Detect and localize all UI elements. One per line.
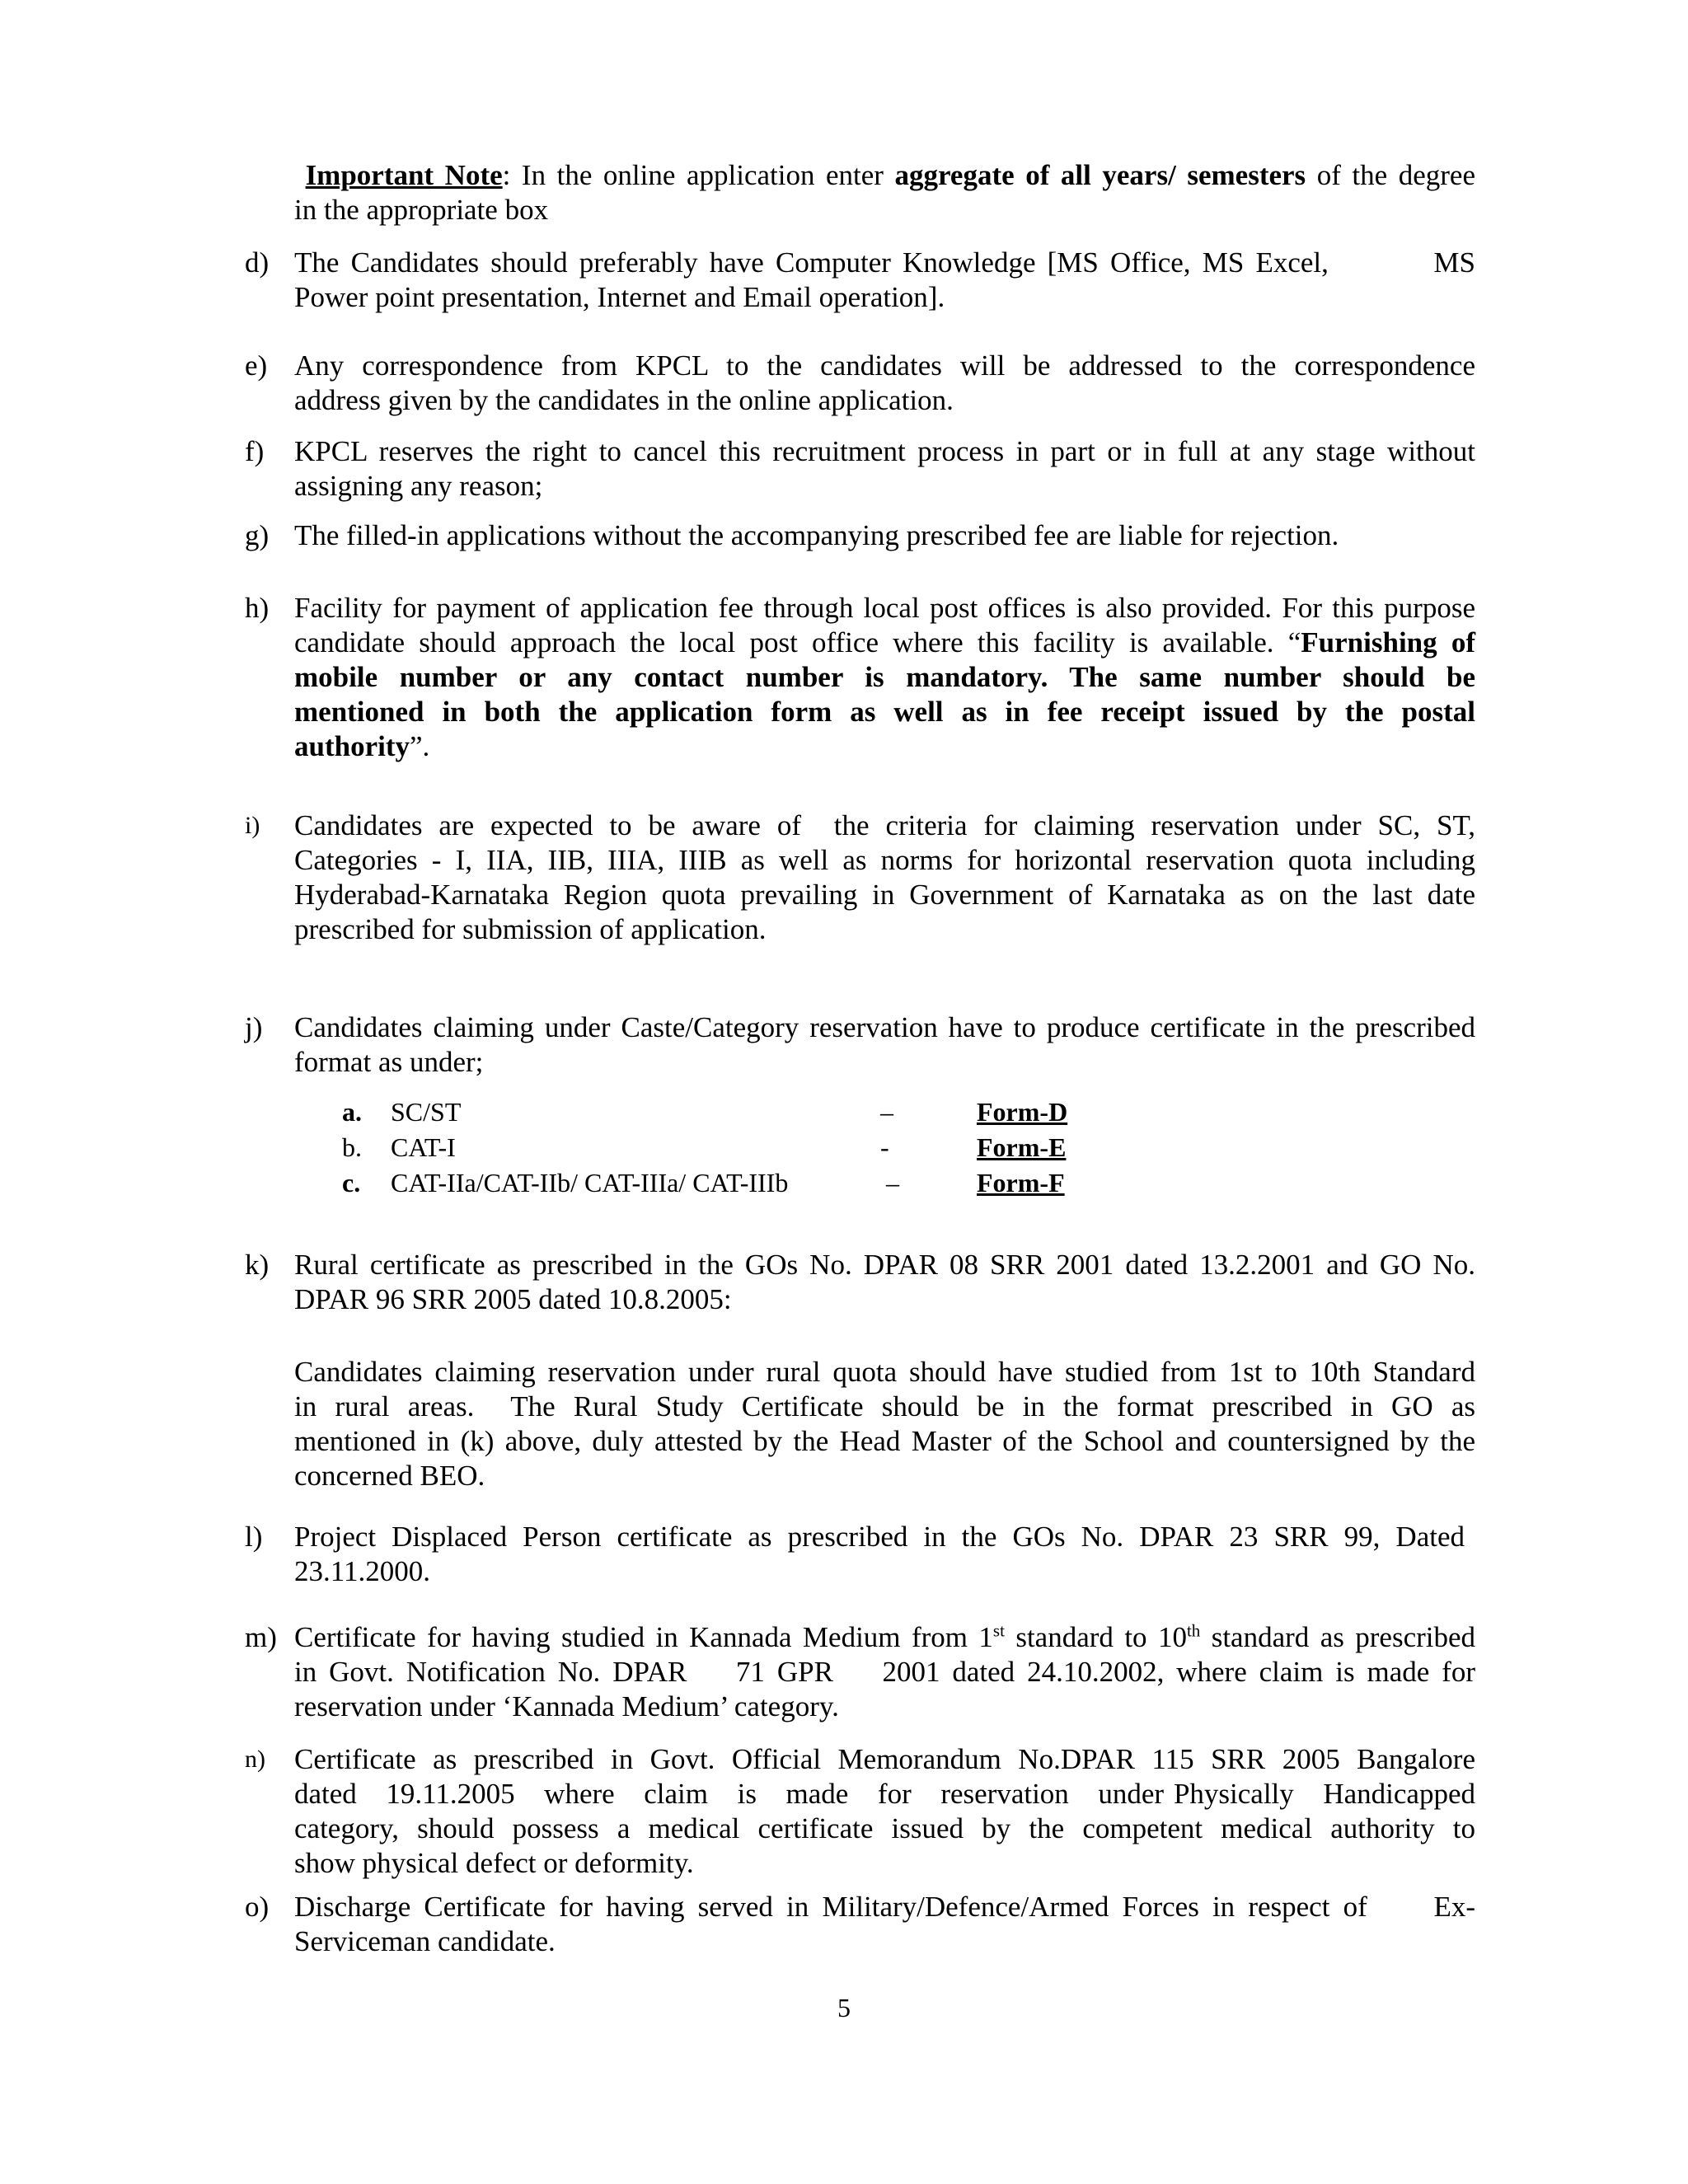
item-i-text: Candidates are expected to be aware of the criteria for claiming reservation under SC, ST, Categories - I, IIA, IIB, IIIA, IIIB as well as norms for horizontal reservation quota including Hyderabad-Karnataka Region quota prevailing in Government of Karnataka as on the last date prescribed for submission of application.	[294, 809, 1475, 945]
item-k-text: Rural certificate as prescribed in the GOs No. DPAR 08 SRR 2001 dated 13.2.2001 and GO No. DPAR 96 SRR 2005 dated 10.8.2005:	[294, 1249, 1475, 1315]
important-note-label: Important Note	[305, 159, 503, 191]
item-g-text: The filled-in applications without the accompanying prescribed fee are liable for rejection.	[294, 519, 1339, 551]
item-k-paragraph: Candidates claiming reservation under rural quota should have studied from 1st to 10th Standard in rural areas. The Rural Study Certificate should be in the format prescribed in GO as mentioned in (k) above, duly attested by the Head Master of the School and countersigned by the concerned BEO.	[294, 1356, 1475, 1492]
item-o-label: o)	[245, 1891, 270, 1923]
document-page: Important Note: In the online application enter aggregate of all years/ semesters of the degree in the appropriate box d) The Candidates should preferably have Computer Knowledge [MS Office, MS Excel, MS Power point presentation, Internet and Email operation]. e) Any correspondence from KPCL to the candidates will be addressed to the correspondence address given by the candidates in the online application. f) KPCL reserves the right to cancel this recruitment process in part or in full at any stage without assigning any reason; g) The filled-in applications without the accompanying prescribed fee are liable for rejection. h) Facility for payment of application fee through local post offices is also provided. For this purpose candidate should approach the local post office where this facility is available. “Furnishing of mobile number or any contact number is mandatory. The same number should be mentioned in both the application form as well as in fee receipt issued by the postal authority”. i) Candidates are expected to be aware of the criteria for claiming reservation under SC, ST, Categories - I, IIA, IIB, IIIA, IIIB as well as norms for horizontal reservation quota including Hyderabad-Karnataka Region quota prevailing in Government of Karnataka as on the last date prescribed for submission of application. j) Candidates claiming under Caste/Category reservation have to produce certificate in the prescribed format as under; a. SC/ST – Form-D b. CAT-I - Form-E c. CAT-IIa/CAT-IIb/ CAT-IIIa/ CAT-IIIb – Form-F k) Rural certificate as prescribed in the GOs No. DPAR 08 SRR 2001 dated 13.2.2001 and GO No. DPAR 96 SRR 2005 dated 10.8.2005: Candidates claiming reservation under rural quota should have studied from 1st to 10th Standard in rural areas. The Rural Study Certificate should be in the format prescribed in GO as mentioned in (k) above, duly attested by the Head Master of the School and countersigned by the concerned BEO. l) Project Displaced Person certificate as prescribed in the GOs No. DPAR 23 SRR 99, Dated 23.11.2000. m) Certificate for having studied in Kannada Medium from 1st standard to 10th standard as prescribed in Govt. Notification No. DPAR 71 GPR 2001 dated 24.10.2002, where claim is made for reservation under ‘Kannada Medium’ category. n) Certificate as prescribed in Govt. Official Memorandum No.DPAR 115 SRR 2005 Bangalore dated 19.11.2005 where claim is made for reservation under Physically Handicapped category, should possess a medical certificate issued by the competent medical authority to show physical defect or deformity. o) Discharge Certificate for having served in Military/Defence/Armed Forces in respect of Ex- Serviceman candidate. 5	[245, 159, 1476, 2022]
item-o-text: Discharge Certificate for having served in Military/Defence/Armed Forces in respect of Ex- Serviceman candidate.	[294, 1891, 1475, 1957]
item-n-text: Certificate as prescribed in Govt. Official Memorandum No.DPAR 115 SRR 2005 Bangalore dated 19.11.2005 where claim is made for reservation under Physically Handicapped category, should possess a medical certificate issued by the competent medical authority to show physical defect or deformity.	[294, 1743, 1475, 1879]
important-note: Important Note: In the online application enter aggregate of all years/ semesters of the degree in the appropriate box	[294, 159, 1475, 226]
item-n-label: n)	[245, 1746, 265, 1773]
item-f-label: f)	[245, 435, 265, 467]
item-j-label: j)	[245, 1011, 263, 1043]
item-i-label: i)	[245, 812, 260, 839]
item-h-label: h)	[245, 592, 270, 624]
item-h-text: Facility for payment of application fee through local post offices is also provided. For this purpose candidate should approach the local post office where this facility is available. “Furnishing of mobile number or any contact number is mandatory. The same number should be mentioned in both the application form as well as in fee receipt issued by the postal authority”.	[294, 592, 1475, 762]
page-number: 5	[837, 1993, 851, 2022]
item-d-label: d)	[245, 246, 270, 279]
item-l-label: l)	[245, 1521, 263, 1553]
item-d-text: The Candidates should preferably have Computer Knowledge [MS Office, MS Excel, MS Power point presentation, Internet and Email operation].	[294, 246, 1475, 313]
item-f-text: KPCL reserves the right to cancel this recruitment process in part or in full at any stage without assigning any reason;	[294, 435, 1475, 502]
form-e-label: Form-E	[977, 1132, 1067, 1162]
item-k-label: k)	[245, 1249, 270, 1281]
item-e-text: Any correspondence from KPCL to the candidates will be addressed to the correspondence address given by the candidates in the online application.	[294, 349, 1475, 416]
item-m-label: m)	[245, 1621, 277, 1653]
item-m-text: Certificate for having studied in Kannada Medium from 1st standard to 10th standard as prescribed in Govt. Notification No. DPAR 71 GPR 2001 dated 24.10.2002, where claim is made for reservation under ‘Kannada Medium’ category.	[294, 1620, 1476, 1722]
item-e-label: e)	[245, 349, 268, 382]
form-f-label: Form-F	[977, 1168, 1065, 1197]
item-l-text: Project Displaced Person certificate as prescribed in the GOs No. DPAR 23 SRR 99, Dated 23.11.2000.	[294, 1521, 1465, 1587]
form-d-label: Form-D	[977, 1097, 1068, 1127]
item-j-text: Candidates claiming under Caste/Category reservation have to produce certificate in the prescribed format as under;	[294, 1011, 1475, 1078]
item-g-label: g)	[245, 519, 270, 551]
